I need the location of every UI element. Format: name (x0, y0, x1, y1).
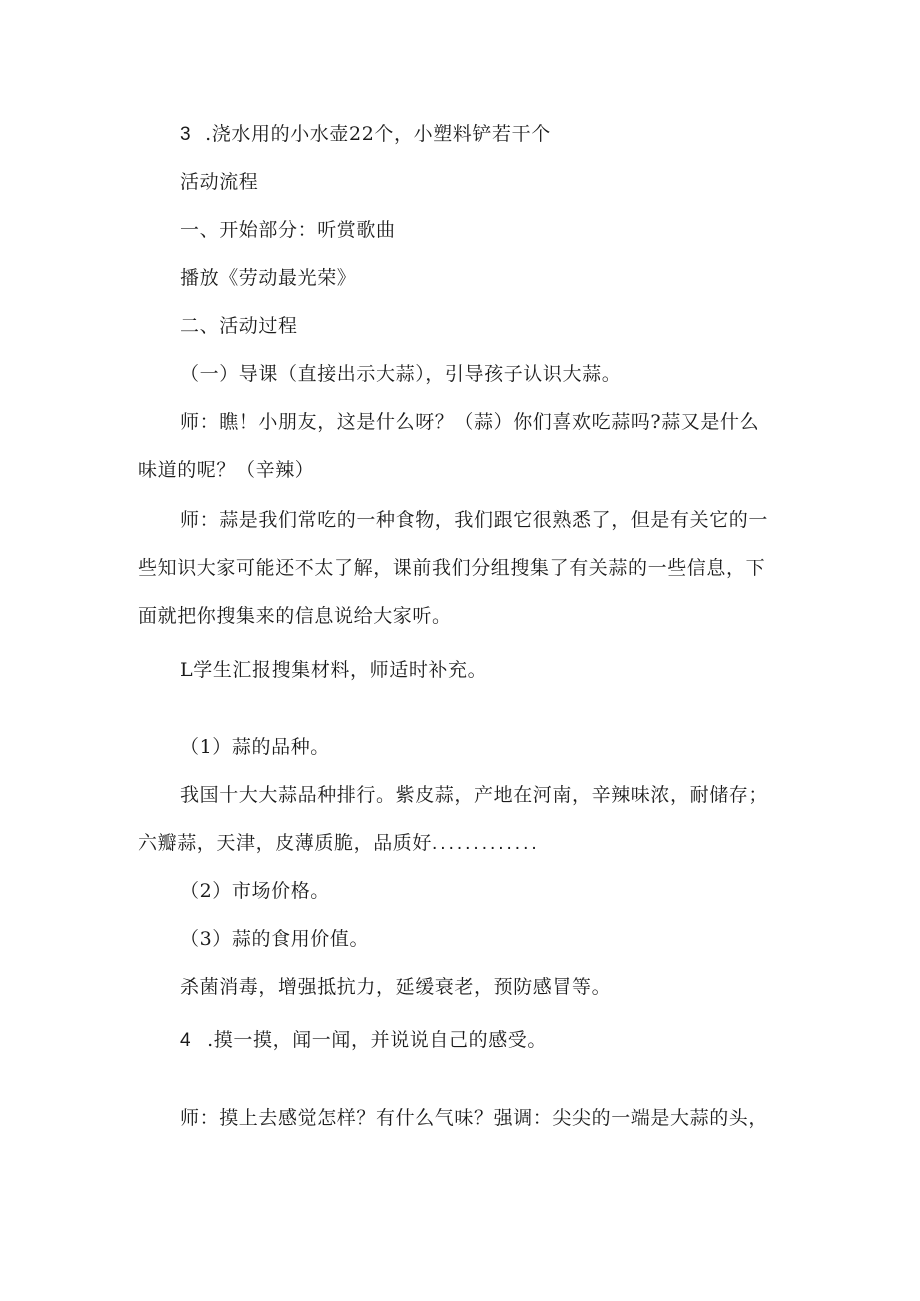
part2-heading: 二、活动过程 (180, 315, 298, 337)
paragraph-line: 师：瞧！小朋友，这是什么呀？（蒜）你们喜欢吃蒜吗?蒜又是什么 (180, 411, 760, 433)
varieties-text: 六瓣蒜，天津，皮薄质脆，品质好 (138, 832, 433, 854)
item-text: .浇水用的小水壶22个，小塑料铲若干个 (205, 123, 551, 145)
paragraph-line: 面就把你搜集来的信息说给大家听。 (138, 605, 452, 627)
point-3: （3）蒜的食用价值。 (180, 928, 370, 950)
paragraph-line: 师：蒜是我们常吃的一种食物，我们跟它很熟悉了，但是有关它的一 (180, 509, 769, 531)
part1-heading: 一、开始部分：听赏歌曲 (180, 219, 396, 241)
paragraph-line: 些知识大家可能还不太了解，课前我们分组搜集了有关蒜的一些信息，下 (138, 557, 766, 579)
point-1: （1）蒜的品种。 (180, 736, 330, 758)
item-number: 4 (180, 1030, 192, 1051)
paragraph-line: 师：摸上去感觉怎样？有什么气味？强调：尖尖的一端是大蒜的头， (180, 1107, 769, 1129)
ellipsis: ............. (432, 833, 540, 854)
part1-content: 播放《劳动最光荣》 (180, 267, 357, 289)
item-text: .摸一摸，闻一闻，并说说自己的感受。 (207, 1029, 548, 1051)
paragraph-line: 味道的呢？（辛辣） (138, 459, 315, 481)
step-1: L学生汇报搜集材料，师适时补充。 (180, 659, 488, 681)
materials-item-3 (180, 122, 551, 147)
section-title: 活动流程 (180, 171, 259, 193)
item-number: 3 (180, 124, 192, 145)
paragraph-line (138, 831, 540, 856)
sub1-heading: （一）导课（直接出示大蒜），引导孩子认识大蒜。 (180, 363, 622, 385)
value-text: 杀菌消毒，增强抵抗力，延缓衰老，预防感冒等。 (180, 976, 612, 998)
point-2: （2）市场价格。 (180, 880, 330, 902)
paragraph-line: 我国十大大蒜品种排行。紫皮蒜，产地在河南，辛辣味浓，耐储存； (180, 784, 769, 806)
step-4 (180, 1028, 547, 1053)
